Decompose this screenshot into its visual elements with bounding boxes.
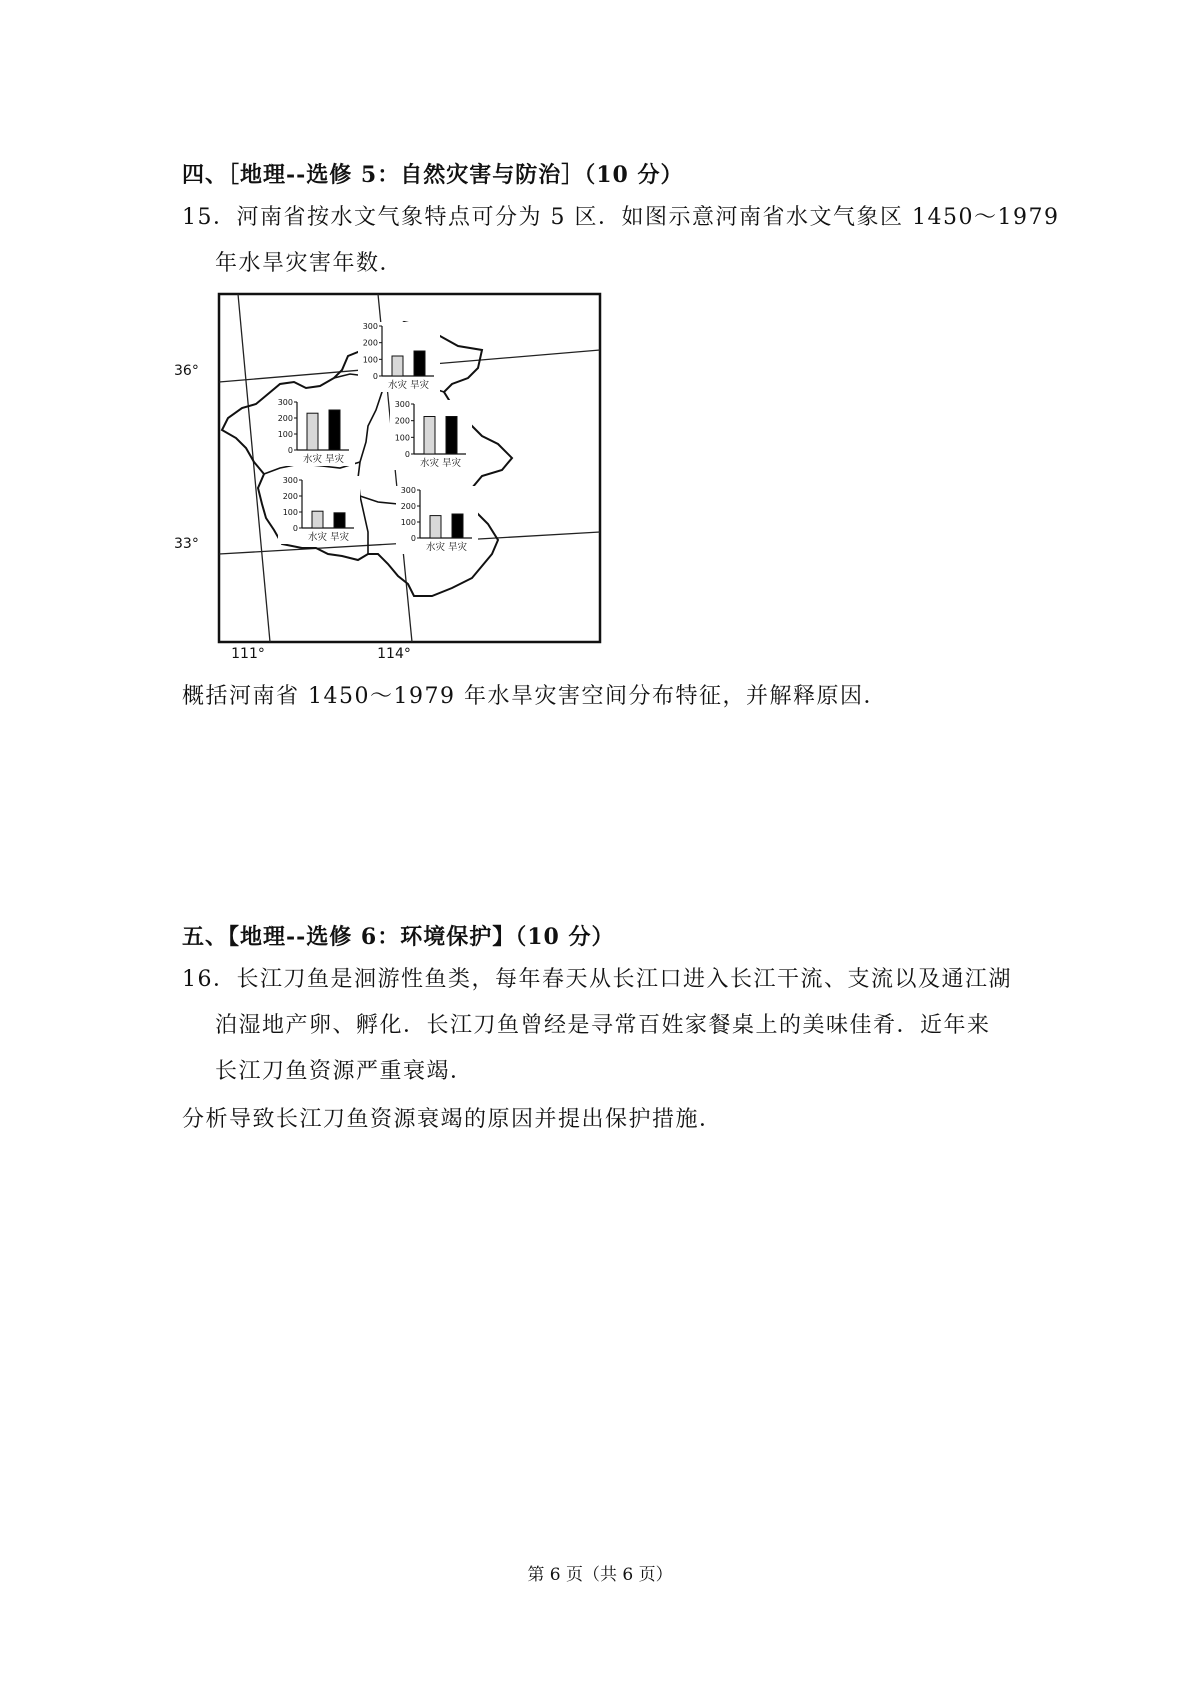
mini-chart-4 bbox=[278, 476, 360, 544]
bar-category-label: 水灾 bbox=[307, 532, 328, 543]
mini-chart-1 bbox=[358, 322, 440, 392]
bar-category-label: 水灾 bbox=[425, 542, 446, 553]
flood-bar bbox=[392, 356, 403, 376]
question-16-prompt: 分析导致长江刀鱼资源衰竭的原因并提出保护措施． bbox=[182, 1107, 723, 1132]
bar-category-label: 旱灾 bbox=[441, 458, 462, 469]
flood-bar bbox=[424, 417, 435, 455]
lat-label-33: 33° bbox=[174, 536, 199, 552]
bar-category-label: 水灾 bbox=[387, 380, 408, 391]
y-tick-label: 0 bbox=[404, 450, 410, 459]
bar-category-label: 旱灾 bbox=[329, 532, 350, 543]
lon-label-114: 114° bbox=[377, 646, 411, 662]
drought-bar bbox=[414, 351, 425, 376]
y-tick-label: 300 bbox=[362, 322, 378, 331]
bar-category-label: 水灾 bbox=[419, 458, 440, 469]
y-tick-label: 300 bbox=[394, 400, 410, 409]
y-tick-label: 0 bbox=[372, 372, 378, 381]
question-16-line-1: 16．长江刀鱼是洄游性鱼类，每年春天从长江口进入长江干流、支流以及通江湖 bbox=[182, 967, 1012, 992]
map-figure bbox=[174, 292, 602, 662]
y-tick-label: 300 bbox=[277, 398, 293, 407]
question-15-line-2: 年水旱灾害年数． bbox=[215, 251, 404, 276]
y-tick-label: 100 bbox=[362, 355, 378, 365]
y-tick-label: 200 bbox=[282, 492, 298, 501]
drought-bar bbox=[329, 410, 340, 450]
drought-bar bbox=[334, 513, 345, 528]
section-4-heading: 四、［地理--选修 5：自然灾害与防治］（10 分） bbox=[182, 162, 684, 188]
y-tick-label: 300 bbox=[282, 476, 298, 485]
longitude-line-111 bbox=[238, 294, 270, 642]
drought-bar bbox=[452, 514, 463, 538]
flood-bar bbox=[307, 413, 318, 450]
bar-category-label: 旱灾 bbox=[324, 454, 345, 465]
flood-bar bbox=[312, 511, 323, 528]
y-tick-label: 0 bbox=[410, 534, 416, 543]
y-tick-label: 200 bbox=[277, 414, 293, 423]
question-16-line-3: 长江刀鱼资源严重衰竭． bbox=[215, 1059, 474, 1084]
y-tick-label: 100 bbox=[400, 518, 416, 527]
mini-chart-3 bbox=[390, 400, 472, 470]
lat-label-36: 36° bbox=[174, 363, 199, 379]
y-tick-label: 100 bbox=[282, 508, 298, 517]
y-tick-label: 100 bbox=[277, 430, 293, 439]
bar-category-label: 水灾 bbox=[302, 454, 323, 465]
y-tick-label: 0 bbox=[287, 446, 293, 455]
y-tick-label: 200 bbox=[394, 416, 410, 426]
y-tick-label: 200 bbox=[400, 502, 416, 511]
mini-chart-2 bbox=[273, 398, 355, 466]
y-tick-label: 200 bbox=[362, 338, 378, 348]
page-footer: 第 6 页（共 6 页） bbox=[527, 1565, 673, 1585]
lon-label-111: 111° bbox=[231, 646, 265, 662]
region-boundary-central bbox=[358, 374, 382, 554]
mini-chart-5 bbox=[396, 486, 478, 554]
y-tick-label: 0 bbox=[292, 524, 298, 533]
bar-category-label: 旱灾 bbox=[447, 542, 468, 553]
flood-bar bbox=[430, 516, 441, 538]
bar-category-label: 旱灾 bbox=[409, 380, 430, 391]
question-16-line-2: 泊湿地产卵、孵化．长江刀鱼曾经是寻常百姓家餐桌上的美味佳肴．近年来 bbox=[215, 1013, 991, 1038]
question-15-line-1: 15．河南省按水文气象特点可分为 5 区．如图示意河南省水文气象区 1450～1979 bbox=[182, 205, 1060, 230]
y-tick-label: 300 bbox=[400, 486, 416, 495]
question-15-prompt: 概括河南省 1450～1979 年水旱灾害空间分布特征，并解释原因． bbox=[182, 684, 887, 709]
section-5-heading: 五、【地理--选修 6：环境保护】（10 分） bbox=[182, 924, 615, 950]
drought-bar bbox=[446, 417, 457, 455]
henan-disaster-map bbox=[174, 292, 602, 662]
y-tick-label: 100 bbox=[394, 433, 410, 443]
